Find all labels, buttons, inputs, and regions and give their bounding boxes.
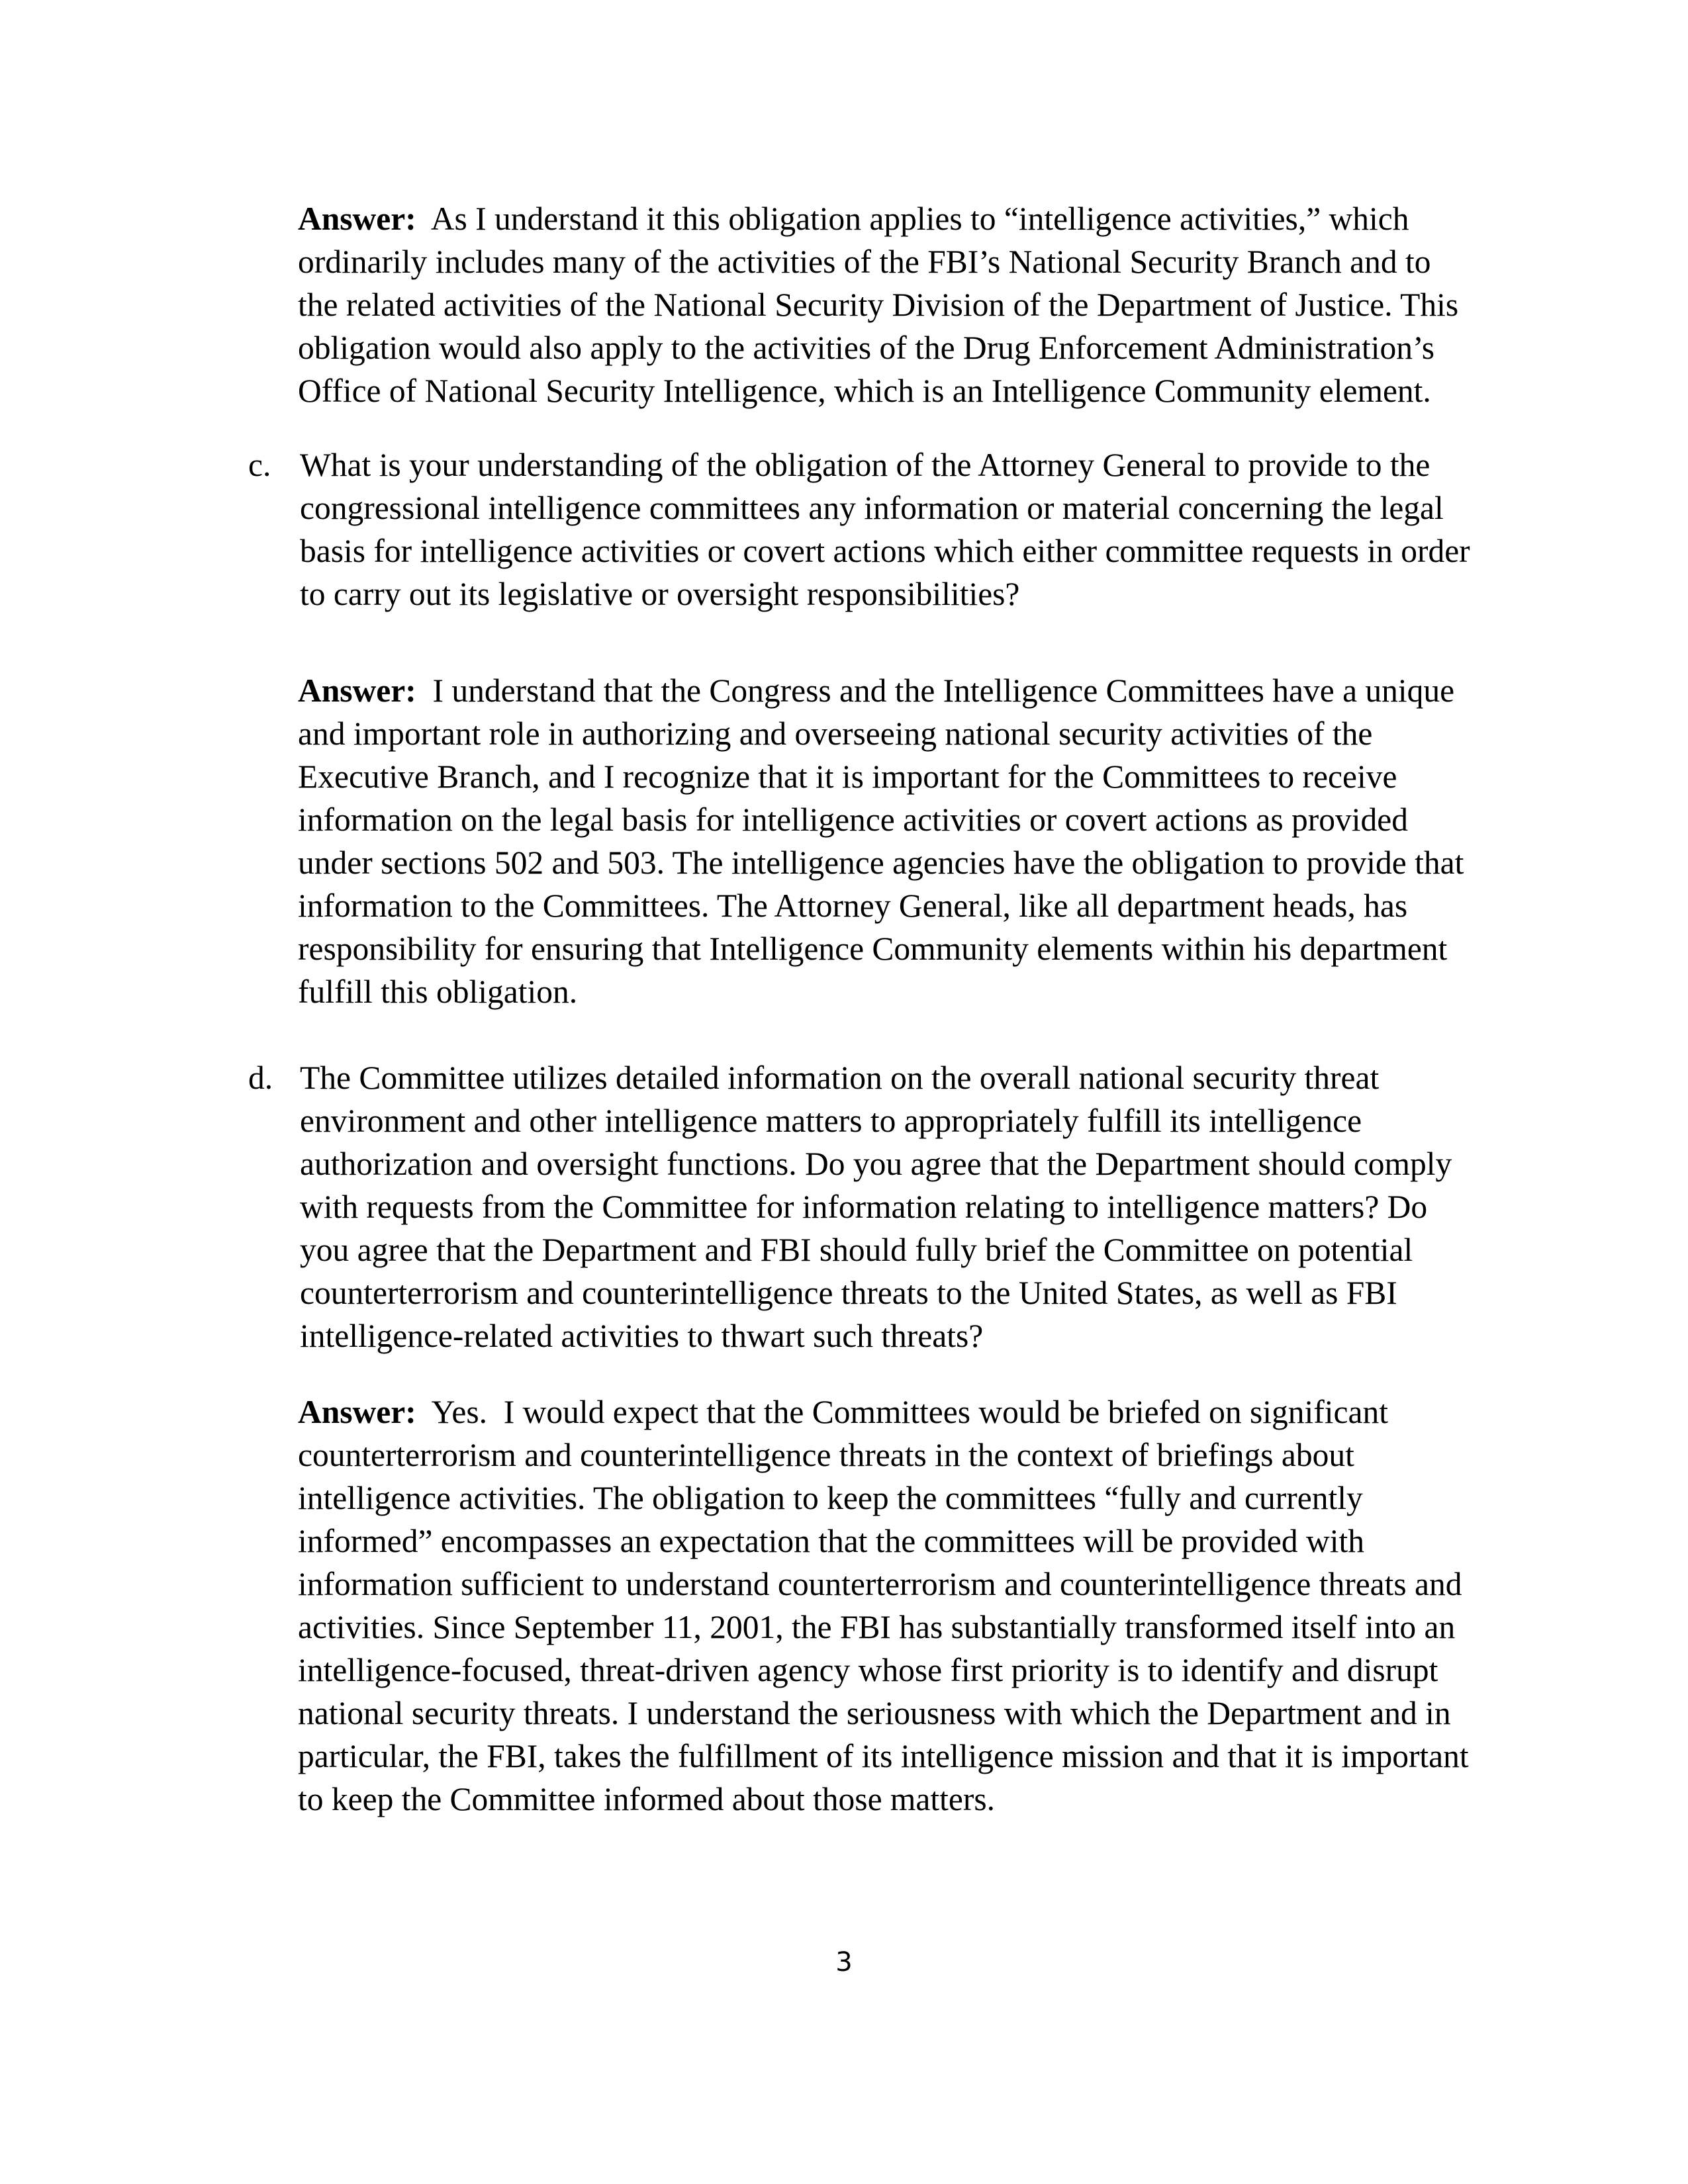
question-line: What is your understanding of the obligation of the Attorney General to provide to the (300, 447, 1430, 483)
answer-line: counterterrorism and counterintelligence threats in the context of briefings about (298, 1437, 1354, 1473)
question-line: The Committee utilizes detailed information on the overall national security threat (300, 1060, 1380, 1096)
answer-line: information sufficient to understand counterterrorism and counterintelligence threats and (298, 1566, 1462, 1602)
answer-line: information on the legal basis for intelligence activities or covert actions as provided (298, 801, 1408, 838)
answer-line: activities. Since September 11, 2001, the FBI has substantially transformed itself into an (298, 1609, 1456, 1645)
question-line: to carry out its legislative or oversight responsibilities? (300, 576, 1020, 612)
question-marker-d: d. (248, 1060, 273, 1096)
answer-line: informed” encompasses an expectation that the committees will be provided with (298, 1523, 1365, 1559)
question-c (300, 443, 1470, 615)
answer-line: Executive Branch, and I recognize that it is important for the Committees to receive (298, 758, 1397, 795)
answer-line: fulfill this obligation. (298, 974, 578, 1010)
question-line: counterterrorism and counterintelligence threats to the United States, as well as FBI (300, 1275, 1397, 1311)
answer-d (298, 1390, 1469, 1821)
answer-c (298, 669, 1464, 1013)
question-d (300, 1056, 1452, 1357)
answer-line: ordinarily includes many of the activities of the FBI’s National Security Branch and to (298, 244, 1431, 280)
answer-label: Answer: (298, 1394, 416, 1430)
answer-label: Answer: (298, 672, 416, 709)
answer-line: responsibility for ensuring that Intelligence Community elements within his department (298, 931, 1448, 967)
page-number: 3 (835, 1947, 853, 1978)
question-line: you agree that the Department and FBI should fully brief the Committee on potential (300, 1232, 1413, 1268)
question-line: environment and other intelligence matters to appropriately fulfill its intelligence (300, 1103, 1362, 1139)
question-line: intelligence-related activities to thwart such threats? (300, 1318, 984, 1354)
question-line: basis for intelligence activities or covert actions which either committee requests in order (300, 533, 1470, 569)
answer-line: Office of National Security Intelligence, which is an Intelligence Community element. (298, 373, 1431, 409)
answer-line: under sections 502 and 503. The intelligence agencies have the obligation to provide that (298, 844, 1464, 881)
answer-line: obligation would also apply to the activities of the Drug Enforcement Administration’s (298, 330, 1435, 366)
answer-line: national security threats. I understand the seriousness with which the Department and in (298, 1695, 1451, 1731)
question-marker-c: c. (248, 447, 271, 483)
answer-line: Answer: Yes. I would expect that the Committees would be briefed on significant (298, 1394, 1388, 1430)
answer-line: Answer: I understand that the Congress and the Intelligence Committees have a unique (298, 672, 1455, 709)
question-line: with requests from the Committee for information relating to intelligence matters? Do (300, 1189, 1428, 1225)
answer-line: to keep the Committee informed about those matters. (298, 1781, 995, 1817)
question-line: congressional intelligence committees any information or material concerning the legal (300, 490, 1444, 526)
answer-b (298, 197, 1458, 412)
answer-line: particular, the FBI, takes the fulfillment of its intelligence mission and that it is important (298, 1738, 1469, 1774)
answer-label: Answer: (298, 201, 416, 237)
answer-line: and important role in authorizing and overseeing national security activities of the (298, 715, 1373, 752)
answer-line: intelligence-focused, threat-driven agency whose first priority is to identify and disrupt (298, 1652, 1438, 1688)
answer-line: information to the Committees. The Attorney General, like all department heads, has (298, 887, 1408, 924)
answer-line: intelligence activities. The obligation to keep the committees “fully and currently (298, 1480, 1363, 1516)
answer-line: the related activities of the National Security Division of the Department of Justice. This (298, 287, 1459, 323)
question-line: authorization and oversight functions. Do you agree that the Department should comply (300, 1146, 1452, 1182)
answer-line: Answer: As I understand it this obligation applies to “intelligence activities,” which (298, 201, 1409, 237)
